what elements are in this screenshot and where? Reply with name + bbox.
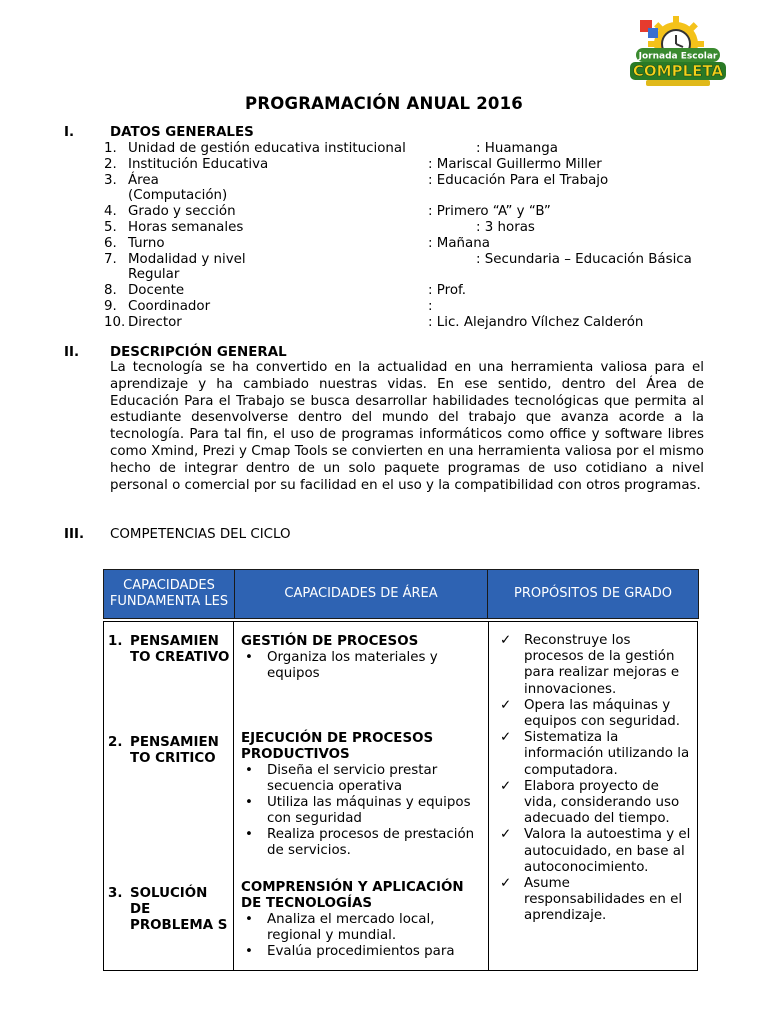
list-item: • Organiza los materiales y equipos xyxy=(241,650,481,682)
list-item: ✓ Sistematiza la información utilizando la computadora. xyxy=(500,730,690,778)
competencias-table xyxy=(103,569,699,619)
list-item: • Realiza procesos de prestación de servicios. xyxy=(241,827,481,859)
list-item: ✓ Elabora proyecto de vida, considerando uso adecuado del tiempo. xyxy=(500,778,680,827)
section3-number: III. xyxy=(64,527,85,542)
header-propositos-grado: PROPÓSITOS DE GRADO xyxy=(488,570,699,619)
datos-row: 5. Horas semanales : 3 horas xyxy=(104,219,535,235)
header-capacidades-area: CAPACIDADES DE ÁREA xyxy=(235,570,488,619)
checkmark-icon: ✓ xyxy=(500,876,512,892)
datos-row: 6. Turno : Mañana xyxy=(104,235,490,251)
datos-row: Regular xyxy=(128,267,180,283)
area-block: GESTIÓN DE PROCESOS • Organiza los materiales y equipos xyxy=(241,634,481,682)
column-divider xyxy=(488,621,489,971)
area-block: COMPRENSIÓN Y APLICACIÓN DE TECNOLOGÍAS • Analiza el mercado local, regional y mundial. • Evalúa procedimientos para xyxy=(241,880,481,960)
checkmark-icon: ✓ xyxy=(500,697,512,713)
logo-line1: Jornada Escolar xyxy=(638,51,718,62)
area-block: EJECUCIÓN DE PROCESOS PRODUCTIVOS • Diseña el servicio prestar secuencia operativa • Utiliza las máquinas y equipos con seguridad • Realiza procesos de prestación de servicios. xyxy=(241,731,481,859)
datos-row: 8. Docente : Prof. xyxy=(104,283,467,299)
checkmark-icon: ✓ xyxy=(500,778,512,794)
datos-row: 7. Modalidad y nivel : Secundaria – Educación Básica xyxy=(104,251,692,267)
logo-line2: COMPLETA xyxy=(632,62,724,80)
datos-row: 3. Área : Educación Para el Trabajo xyxy=(104,172,609,188)
list-item: • Evalúa procedimientos para xyxy=(241,944,481,960)
list-item: • Diseña el servicio prestar secuencia operativa xyxy=(241,763,481,795)
list-item: ✓ Asume responsabilidades en el aprendizaje. xyxy=(500,876,683,924)
datos-row: 4. Grado y sección : Primero “A” y “B” xyxy=(104,204,551,220)
list-item: • Utiliza las máquinas y equipos con seguridad xyxy=(241,795,481,827)
jornada-escolar-completa-logo xyxy=(626,14,730,90)
page-title: PROGRAMACIÓN ANUAL 2016 xyxy=(245,94,523,113)
propositos-list xyxy=(500,633,692,925)
section2-number: II. xyxy=(64,345,80,360)
datos-generales-list xyxy=(104,141,724,331)
checkmark-icon: ✓ xyxy=(500,730,512,746)
column-divider xyxy=(233,621,234,971)
descripcion-general-text: La tecnología se ha convertido en la actualidad en una herramienta valiosa para el aprendizaje y ha cambiado nuestras vidas. En ese sentido, dentro del Área de Educación Para el Trabajo se busca desarrollar habilidades tecnológicas que permita al estudiante desenvolverse dentro del mundo del trabajo que avanza acorde a la tecnología. Para tal fin, el uso de programas informáticos como office y software libres como Xmind, Prezi y Cmap Tools se convierten en una herramienta valiosa por el mismo hecho de integrar dentro de un solo paquete programas de uso cotidiano a nivel personal o comercial por su facilidad en el uso y la compatibilidad con otros programas. xyxy=(110,360,704,493)
datos-row: 2. Institución Educativa : Mariscal Guillermo Miller xyxy=(104,156,602,172)
list-item: • Analiza el mercado local, regional y mundial. xyxy=(241,912,481,944)
section1-number: I. xyxy=(64,125,75,140)
checkmark-icon: ✓ xyxy=(500,633,512,648)
datos-row: 9. Coordinador : xyxy=(104,298,433,314)
list-item: ✓ Valora la autoestima y el autocuidado, en base al autoconocimiento. xyxy=(500,827,691,875)
datos-row: 1. Unidad de gestión educativa institucional : Huamanga xyxy=(104,141,558,156)
section1-title: DATOS GENERALES xyxy=(110,125,254,140)
section3-title: COMPETENCIAS DEL CICLO xyxy=(110,527,291,542)
list-item: ✓ Opera las máquinas y equipos con seguridad. xyxy=(500,697,681,730)
datos-row: 10. Director : Lic. Alejandro Vílchez Calderón xyxy=(104,314,644,330)
header-capacidades-fundamentales: CAPACIDADES FUNDAMENTA LES xyxy=(104,570,235,619)
list-item: ✓ Reconstruye los procesos de la gestión para realizar mejoras e innovaciones. xyxy=(500,633,680,697)
section2-title: DESCRIPCIÓN GENERAL xyxy=(110,345,287,360)
datos-row: (Computación) xyxy=(128,188,228,204)
checkmark-icon: ✓ xyxy=(500,827,512,843)
